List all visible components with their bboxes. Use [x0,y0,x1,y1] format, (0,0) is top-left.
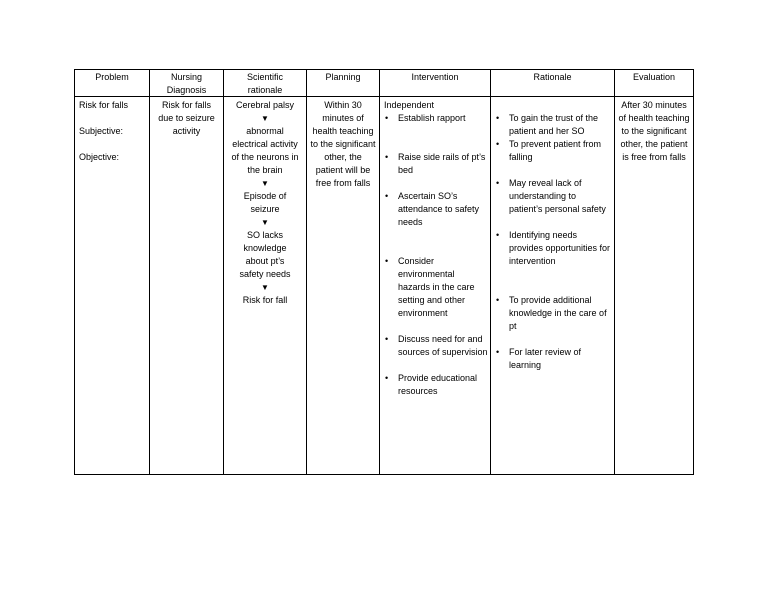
intervention-column [380,70,491,474]
scientific-rationale-column [224,70,307,474]
intervention-header: Intervention [380,70,490,97]
arrow-down-icon: ▼ [261,283,269,292]
rationale-column [491,70,615,474]
rationale-step: Cerebral palsy [235,100,295,110]
objective-label: Objective: [79,152,120,162]
planning-text: Within 30 minutes of health teaching to the significant other, the patient will be free from falls [310,100,376,188]
list-item: • To gain the trust of the patient and her SO [496,113,599,136]
diagnosis-column [150,70,224,474]
list-item: • May reveal lack of understanding to patient’s personal safety [496,178,606,214]
rationale-step: SO lacks knowledge about pt’s safety needs [239,230,291,279]
list-item: • Discuss need for and sources of supervision [385,334,488,357]
arrow-down-icon: ▼ [261,179,269,188]
list-item: • Identifying needs provides opportunities for intervention [496,230,611,266]
arrow-down-icon: ▼ [261,114,269,123]
bullet-icon: • [496,178,500,188]
list-item: • To prevent patient from falling [496,139,602,162]
problem-title: Risk for falls [79,100,129,110]
subjective-label: Subjective: [79,126,124,136]
bullet-icon: • [496,230,500,240]
rationale-header: Rationale [491,70,614,97]
planning-header: Planning [307,70,379,97]
evaluation-text: After 30 minutes of health teaching to the significant other, the patient is free from falls [618,100,690,162]
care-plan-table [74,69,694,475]
bullet-icon: • [385,113,389,123]
problem-column [75,70,150,474]
bullet-icon: • [496,347,500,357]
list-item: • To provide additional knowledge in the care of pt [496,295,607,331]
list-item: • Consider environmental hazards in the care setting and other environment [385,256,475,318]
problem-header: Problem [75,70,149,97]
bullet-icon: • [385,334,389,344]
list-item: • For later review of learning [496,347,582,370]
list-item: • Raise side rails of pt’s bed [385,152,486,175]
bullet-icon: • [385,373,389,383]
planning-column [307,70,380,474]
bullet-icon: • [385,152,389,162]
arrow-down-icon: ▼ [261,218,269,227]
list-item: • Ascertain SO’s attendance to safety needs [385,191,480,227]
evaluation-header: Evaluation [615,70,693,97]
bullet-icon: • [496,113,500,123]
rationale-step: abnormal electrical activity of the neurons in the brain [231,126,299,175]
bullet-icon: • [385,191,389,201]
scientific-rationale-header: Scientific rationale [224,70,306,97]
bullet-icon: • [496,139,500,149]
bullet-icon: • [385,256,389,266]
intervention-heading: Independent [384,100,435,110]
rationale-step: Episode of seizure [243,191,287,214]
bullet-icon: • [496,295,500,305]
list-item: • Establish rapport [385,113,466,123]
diagnosis-text: Risk for falls due to seizure activity [158,100,215,136]
evaluation-column [615,70,693,474]
diagnosis-header: Nursing Diagnosis [150,70,223,97]
list-item: • Provide educational resources [385,373,478,396]
rationale-step: Risk for fall [242,295,288,305]
